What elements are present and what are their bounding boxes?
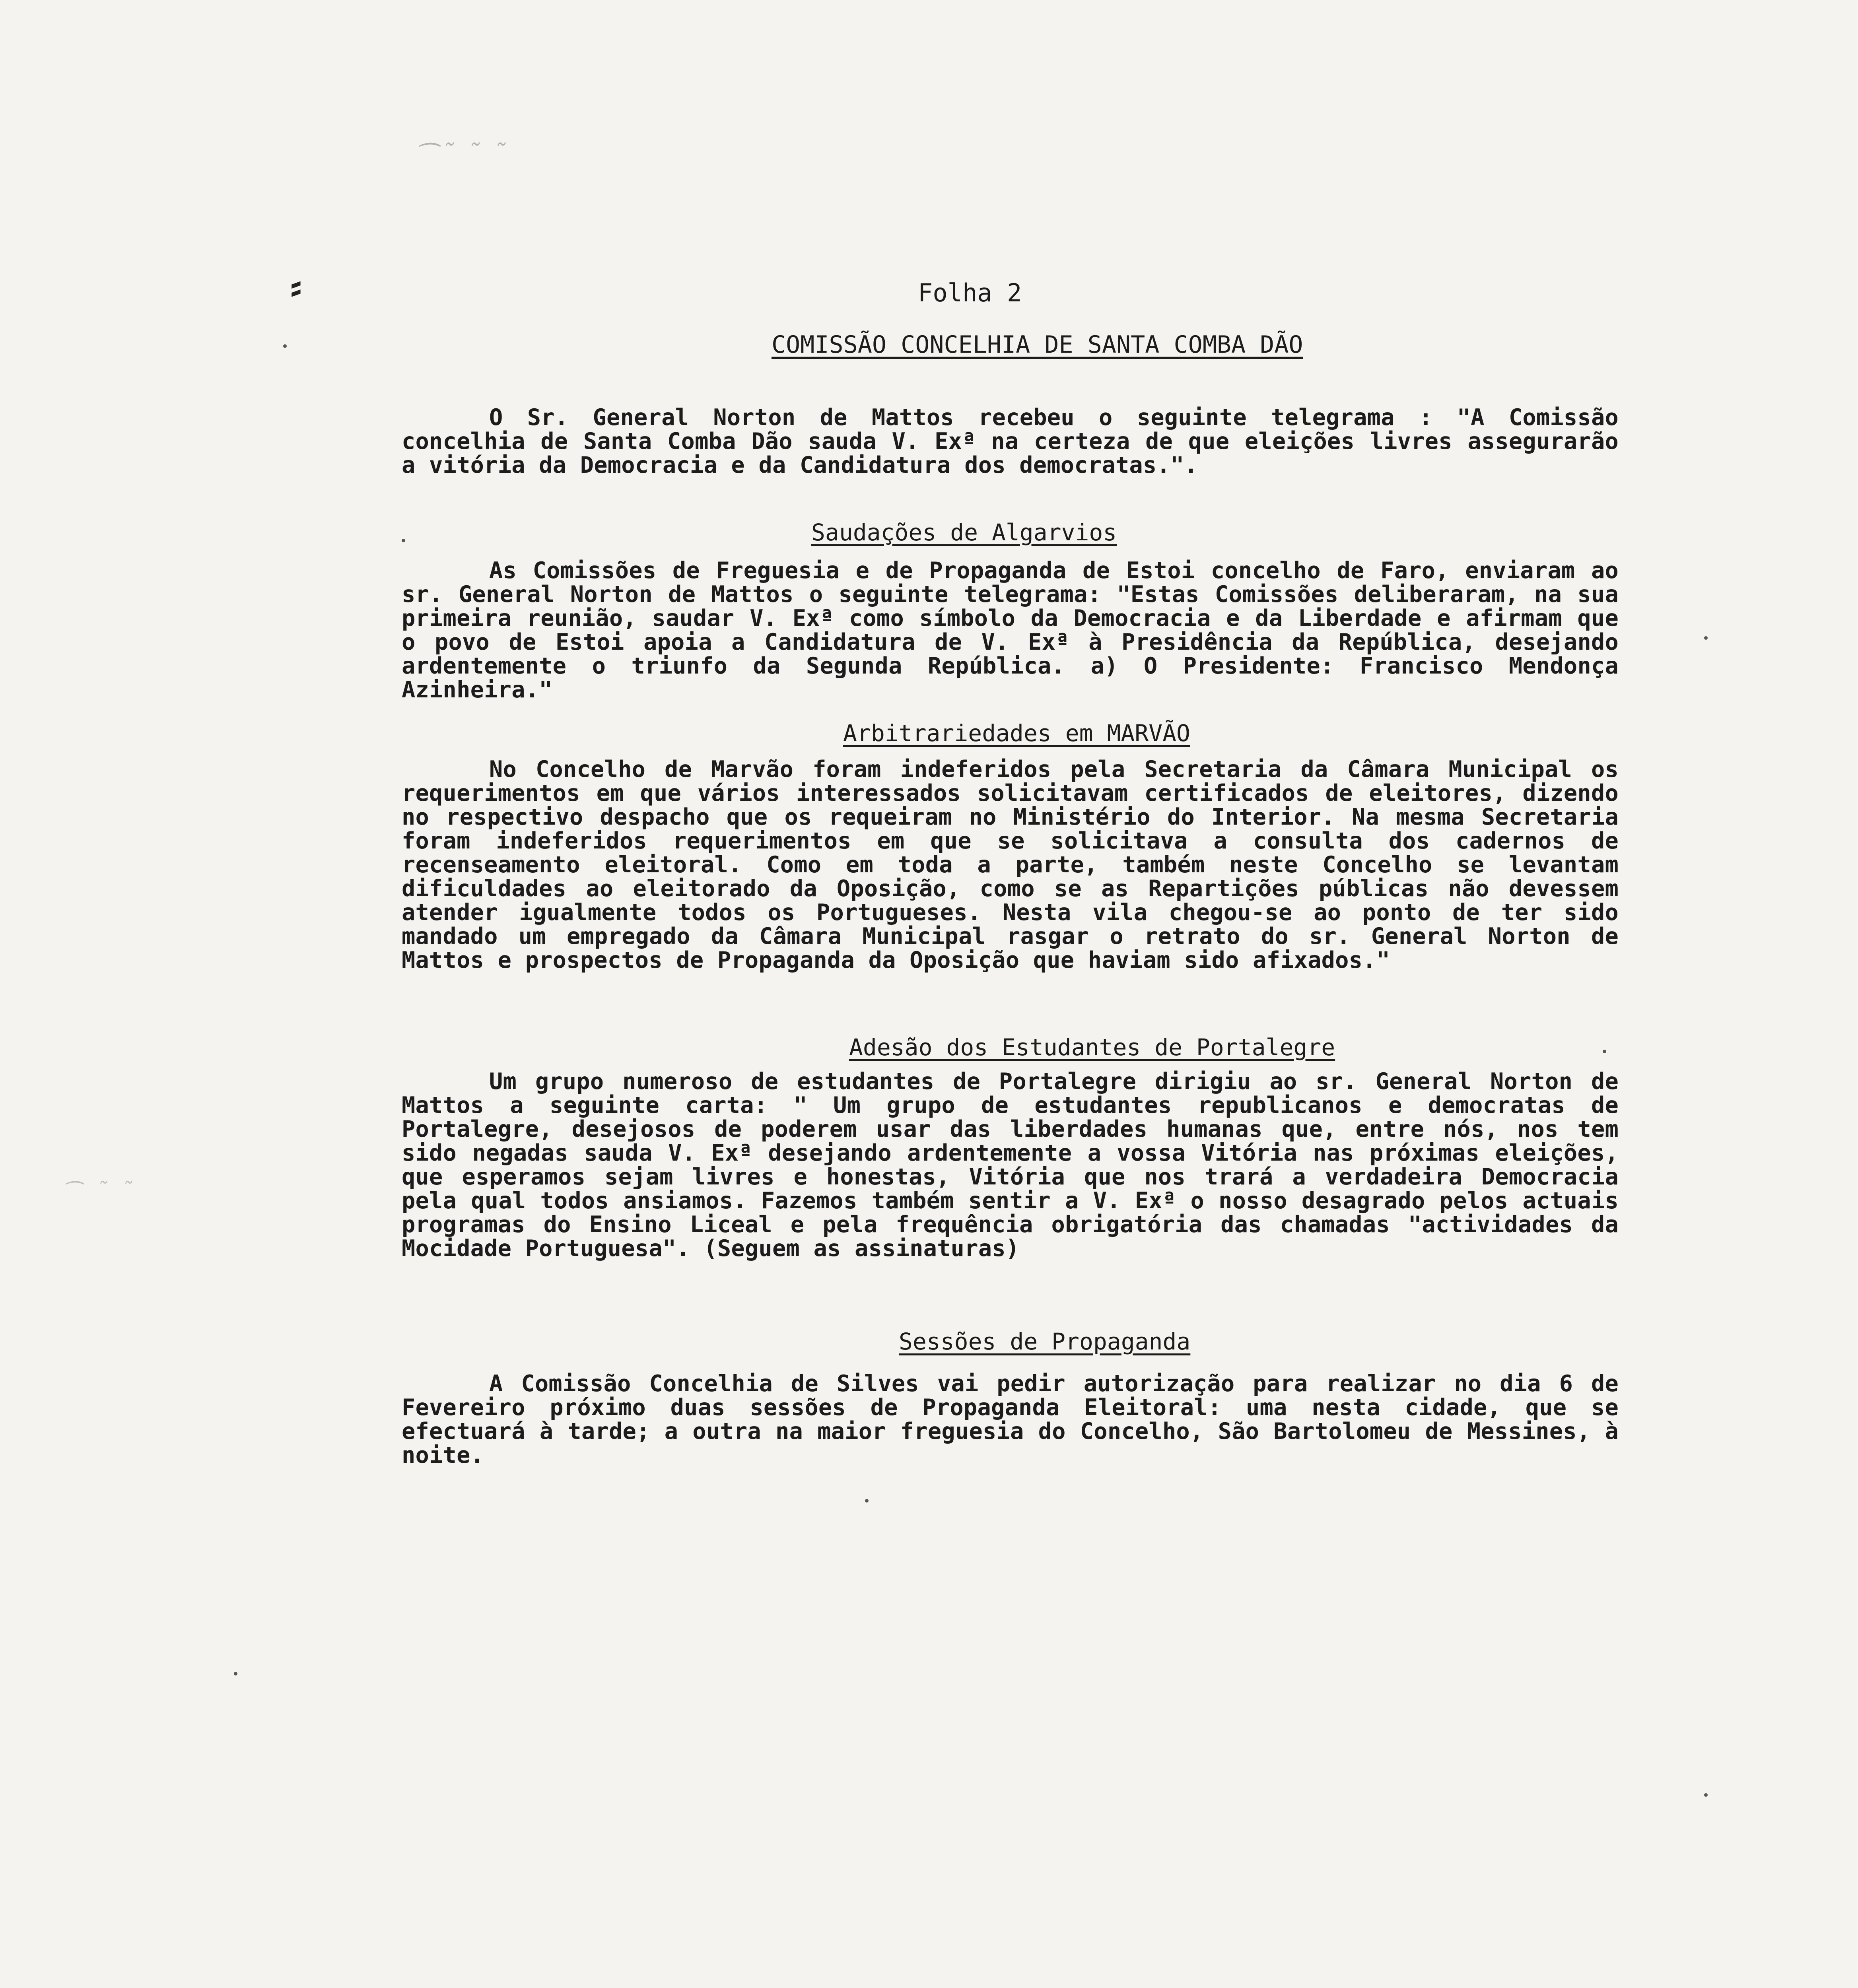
pencil-marginal-note: ⁔ ˷ ˷ <box>68 1161 138 1185</box>
speck <box>402 539 405 542</box>
heading-algarvios: Saudações de Algarvios <box>811 519 1117 546</box>
margin-mark: ⸗ <box>286 266 307 307</box>
heading-propaganda: Sessões de Propaganda <box>899 1328 1191 1355</box>
speck <box>234 1672 237 1675</box>
paragraph-portalegre: Um grupo numeroso de estudantes de Portalegre dirigiu ao sr. General Norton de Mattos a seguinte carta: " Um grupo de estudantes republicanos e democratas de Portalegre, desejosos de poderem usar das liberdades humanas que, entre nós, nos tem sido negadas sauda V. Exª desejando ardentemente a vossa Vitória nas próximas eleições, que esperamos sejam livres e honestas, Vitória que nos trará a verdadeira Democracia pela qual todos ansiamos. Fazemos também sentir a V. Exª o nosso desagrado pelos actuais programas do Ensino Liceal e pela frequência obrigatória das chamadas "actividades da Mocidade Portuguesa". (Seguem as assinaturas) <box>402 1068 1619 1262</box>
heading-marvao: Arbitrariedades em MARVÃO <box>843 720 1190 747</box>
speck <box>1603 1050 1606 1053</box>
speck <box>865 1499 869 1503</box>
speck <box>283 344 287 348</box>
document-title: COMISSÃO CONCELHIA DE SANTA COMBA DÃO <box>772 331 1303 359</box>
pencil-annotation: ⁔˷ ˷ ˷ <box>422 119 511 147</box>
page-number: Folha 2 <box>918 278 1022 307</box>
heading-portalegre: Adesão dos Estudantes de Portalegre <box>849 1034 1335 1061</box>
intro-paragraph: O Sr. General Norton de Mattos recebeu o seguinte telegrama : "A Comissão concelhia de Santa Comba Dão sauda V. Exª na certeza de que eleições livres assegurarão a vitória da Democracia e da Candidatura dos democratas.". <box>402 404 1619 478</box>
speck <box>1704 636 1708 640</box>
paragraph-propaganda: A Comissão Concelhia de Silves vai pedir autorização para realizar no dia 6 de Fevereiro próximo duas sessões de Propaganda Eleitoral: uma nesta cidade, que se efectuará à tarde; a outra na maior freguesia do Concelho, São Bartolomeu de Messines, à noite. <box>402 1371 1619 1468</box>
paragraph-marvao: No Concelho de Marvão foram indeferidos pela Secretaria da Câmara Municipal os requerimentos em que vários interessados solicitavam certificados de eleitores, dizendo no respectivo despacho que os requeiram no Ministério do Interior. Na mesma Secretaria foram indeferidos requerimentos em que se solicitava a consulta dos cadernos de recenseamento eleitoral. Como em toda a parte, também neste Concelho se levantam dificuldades ao eleitorado da Oposição, como se as Repartições públicas não devessem atender igualmente todos os Portugueses. Nesta vila chegou-se ao ponto de ter sido mandado um empregado da Câmara Municipal rasgar o retrato do sr. General Norton de Mattos e prospectos de Propaganda da Oposição que haviam sido afixados." <box>402 756 1619 973</box>
paragraph-algarvios: As Comissões de Freguesia e de Propaganda de Estoi concelho de Faro, enviaram ao sr. General Norton de Mattos o seguinte telegrama: "Estas Comissões deliberaram, na sua primeira reunião, saudar V. Exª como símbolo da Democracia e da Liberdade e afirmam que o povo de Estoi apoia a Candidatura de V. Exª à Presidência da República, desejando ardentemente o triunfo da Segunda República. a) O Presidente: Francisco Mendonça Azinheira." <box>402 557 1619 703</box>
speck <box>1704 1793 1708 1797</box>
